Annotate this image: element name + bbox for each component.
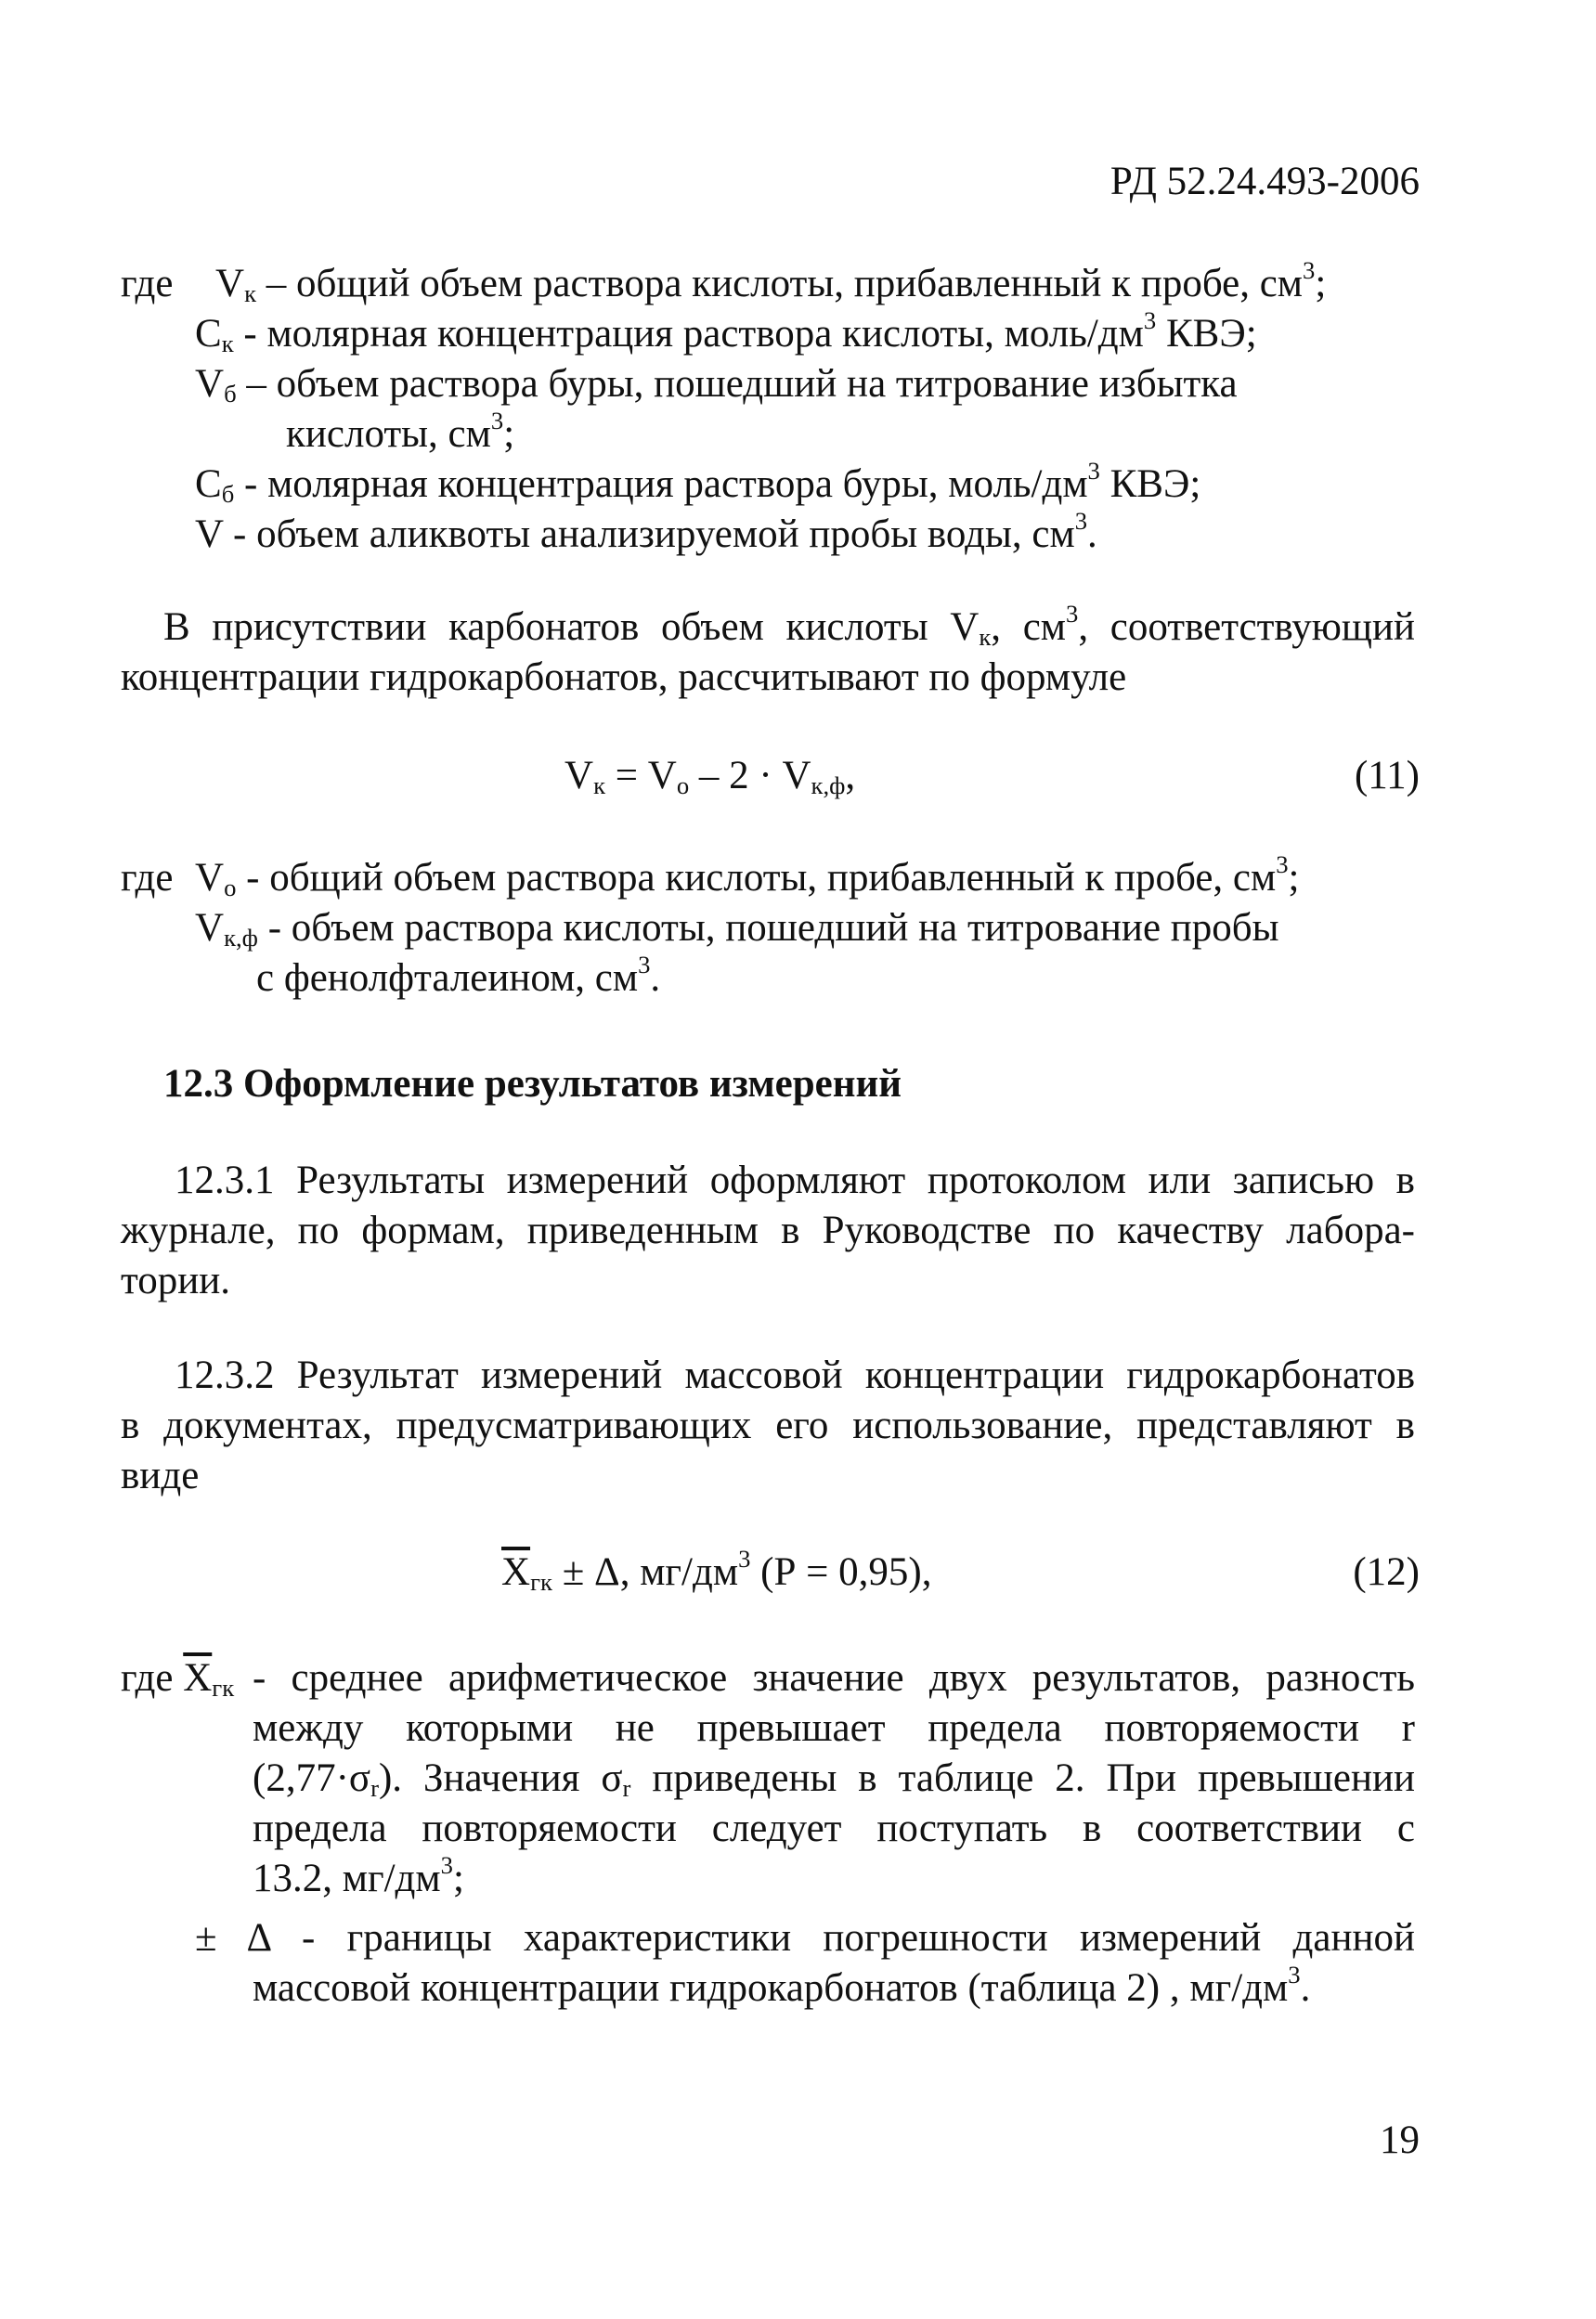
formula-12: $\overline{X}_{гк} \pm \Delta$, $мг/дм^3$ (Р = 0,95), [501, 1544, 932, 1596]
definition-vb: $V_б$ – объем раствора буры, пошедший на титрование избытка [195, 362, 1238, 408]
definition-vkf-continuation: с фенолфталеином, $см^3$. [256, 950, 661, 1000]
definition-vkf: $V_{к,ф}$ - объем раствора кислоты, пошедший на титрование пробы [195, 906, 1279, 952]
paragraph-carbonates-line1: В присутствии карбонатов объем кислоты $V_к$, $см^3$, соответствующий [163, 599, 1416, 651]
document-code: РД 52.24.493-2006 [1109, 160, 1420, 203]
section-heading: 12.3 Оформление результатов измерений [163, 1062, 902, 1106]
where-label: где [121, 262, 174, 305]
definition-x-line2: между которыми не превышает предела повторяемости r [253, 1706, 1415, 1750]
definition-v0: $V_о$ - общий объем раствора кислоты, прибавленный к пробе, $см^3$; [195, 849, 1300, 901]
paragraph-1231-line3: тории. [121, 1259, 230, 1302]
paragraph-1231-line2: журнале, по формам, приведенным в Руководстве по качеству лабора- [121, 1209, 1415, 1252]
where-label-2: где [121, 856, 174, 900]
paragraph-1232-line1: 12.3.2 Результат измерений массовой концентрации гидрокарбонатов [175, 1354, 1415, 1397]
paragraph-carbonates-line2: концентрации гидрокарбонатов, рассчитывают по формуле [121, 655, 1127, 699]
definition-x-line5: 13.2, $мг/дм^3$; [253, 1850, 464, 1900]
definition-x-line3: $(2,77\cdot\sigma_r)$. Значения $\sigma_r$ приведены в таблице 2. При превышении [253, 1756, 1415, 1802]
formula-11-number: (11) [1354, 754, 1420, 797]
definition-v: V - объем аликвоты анализируемой пробы воды, $см^3$. [195, 506, 1097, 556]
where-label-3: где $\overline{X}_{гк}$ [121, 1656, 235, 1702]
definition-vb-continuation: кислоты, $см^3$; [286, 406, 515, 456]
paragraph-1231-line1: 12.3.1 Результаты измерений оформляют протоколом или записью в [175, 1159, 1415, 1202]
paragraph-1232-line2: в документах, предусматривающих его использование, представляют в [121, 1404, 1415, 1447]
definition-ck: $С_к$ - молярная концентрация раствора кислоты, моль/$дм^3$ КВЭ; [195, 305, 1257, 357]
paragraph-1232-line3: виде [121, 1454, 200, 1497]
definition-delta-line1: ± Δ - границы характеристики погрешности измерений данной [195, 1916, 1415, 1960]
formula-12-number: (12) [1353, 1550, 1420, 1594]
definition-vk: $V_к$ – общий объем раствора кислоты, прибавленный к пробе, $см^3$; [215, 255, 1327, 307]
definition-x-line4: предела повторяемости следует поступать в соответствии с [253, 1807, 1415, 1850]
definition-delta-line2: массовой концентрации гидрокарбонатов (таблица 2) , $мг/дм^3$. [253, 1960, 1311, 2010]
formula-11: $V_к = V_о - 2 \cdot V_{к,ф}$, [564, 754, 856, 799]
definition-cb: $С_б$ - молярная концентрация раствора буры, моль/$дм^3$ КВЭ; [195, 456, 1201, 508]
page-number: 19 [1380, 2118, 1420, 2162]
definition-x-line1: - среднее арифметическое значение двух результатов, разность [253, 1656, 1415, 1700]
